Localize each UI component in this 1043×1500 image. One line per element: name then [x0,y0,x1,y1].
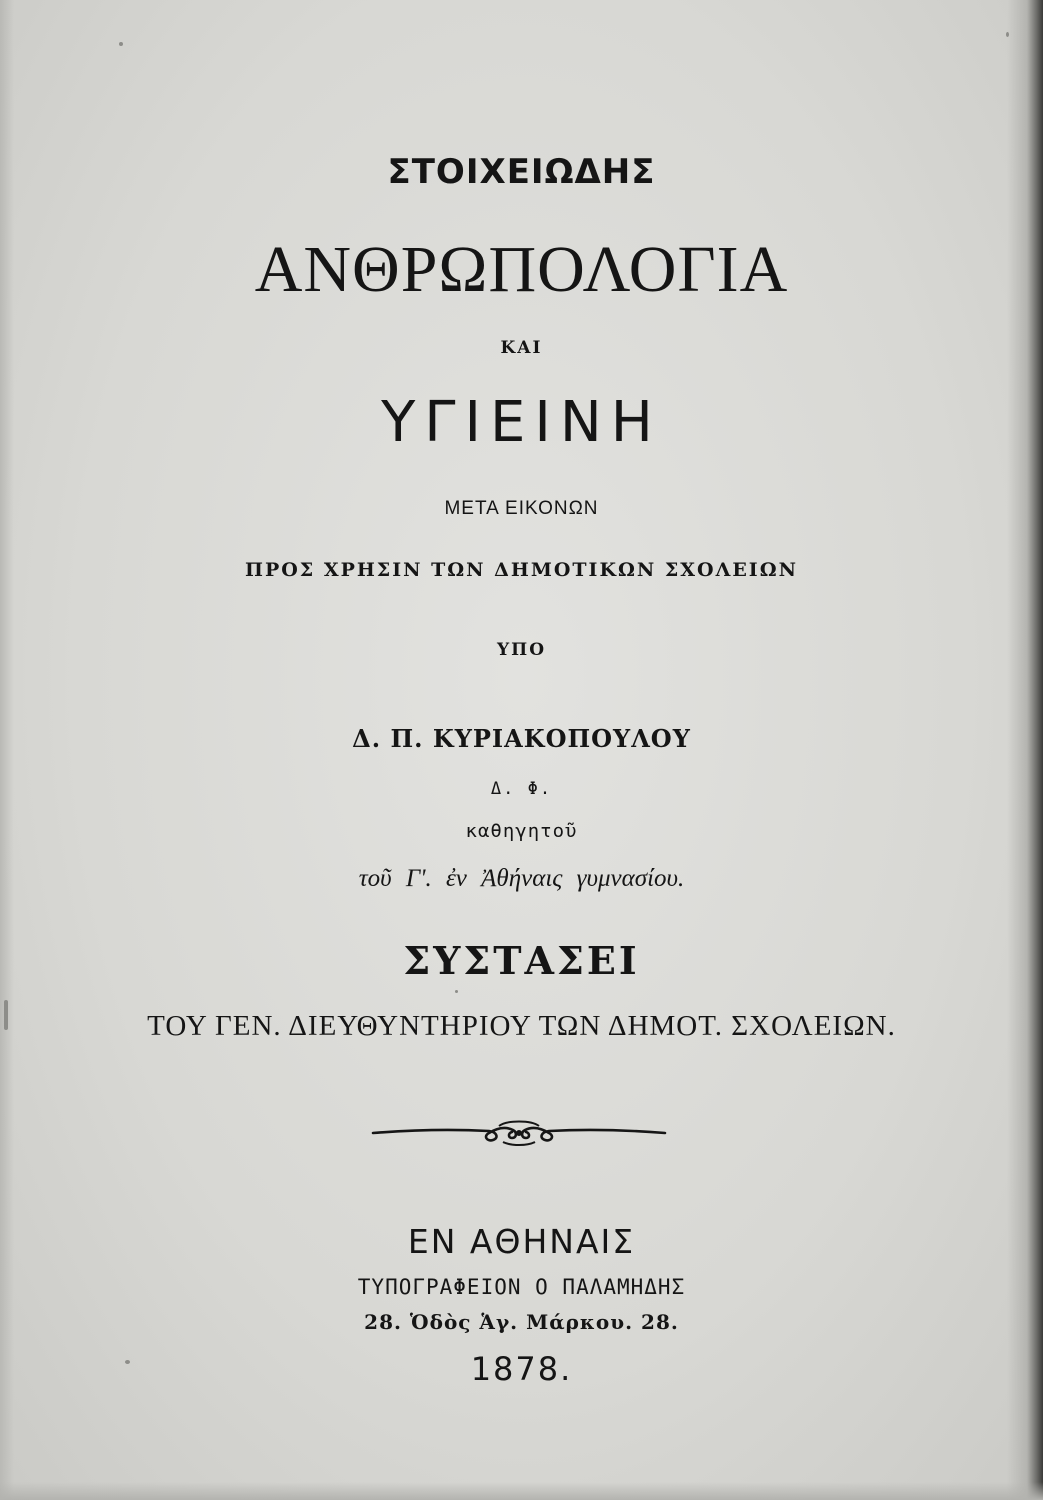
page-edge-bottom [0,1482,1043,1500]
scroll-flourish-icon [371,1118,667,1148]
paper-speck [455,990,458,993]
purpose-line: ΠΡΟΣ ΧΡΗΣΙΝ ΤΩΝ ΔΗΜΟΤΙΚΩΝ ΣΧΟΛΕΙΩΝ [245,559,798,581]
imprint-address: 28. Ὁδὸς Ἁγ. Μάρκου. 28. [364,1310,679,1334]
paper-speck [119,42,123,46]
title-qualifier: ΣΤΟΙΧΕΙΩΔΗΣ [387,152,656,192]
second-title: ΥΓΙΕΙΝΗ [381,390,662,455]
imprint-city: ΕΝ ΑΘΗΝΑΙΣ [407,1222,636,1261]
author-institution: τοῦ Γ'. ἐν Ἀθήναις γυμνασίου. [358,865,685,892]
main-title: ΑΝΘΡΩΠΟΛΟΓΙΑ [254,233,789,306]
imprint-printer: ΤΥΠΟΓΡΑΦΕΙΟΝ Ο ΠΑΛΑΜΗΔΗΣ [357,1275,686,1299]
author-role: καθηγητοῦ [465,820,578,842]
recommendation-heading: ΣΥΣΤΑΣΕΙ [403,938,640,983]
author-name: Δ. Π. ΚΥΡΙΑΚΟΠΟΥΛΟΥ [352,724,691,753]
illustrations-note: ΜΕΤΑ ΕΙΚΟΝΩΝ [444,498,599,519]
imprint-year: 1878. [470,1350,573,1388]
conjunction: ΚΑΙ [500,338,543,358]
paper-speck [1006,32,1009,37]
by-line: ΥΠΟ [497,640,546,660]
recommender-line: ΤΟΥ ΓΕΝ. ΔΙΕΥΘΥΝΤΗΡΙΟΥ ΤΩΝ ΔΗΜΟΤ. ΣΧΟΛΕΙΩΝ. [147,1010,896,1042]
author-degree: Δ. Φ. [490,779,553,799]
